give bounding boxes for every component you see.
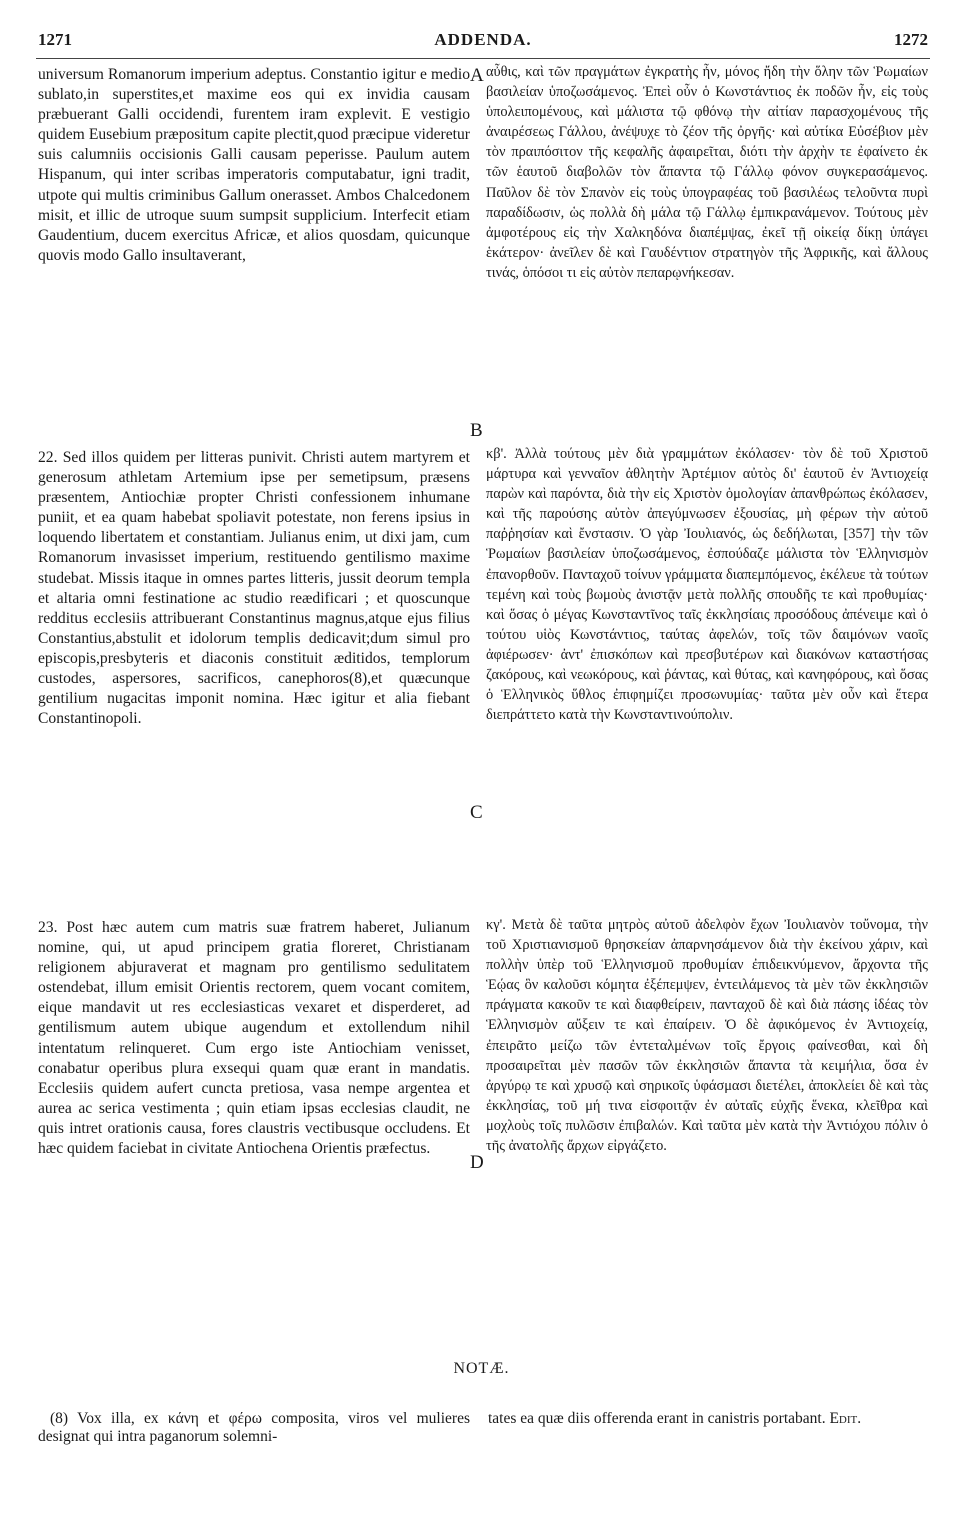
running-title: ADDENDA. — [434, 30, 532, 49]
greek-paragraph: αὖθις, καὶ τῶν πραγμάτων ἐγκρατὴς ἦν, μόνος ἤδη τὴν ὅλην τῶν Ῥωμαίων βασιλείαν ὑποζωσάμενος. Ἐπεὶ οὖν ὁ Κωνστάντιος ἐκ ποδῶν ἦν, εἰς τοὺς ὑπολειπομένους, καὶ μάλιστα τῷ φθόνῳ τὴν αἰτίαν παρασχομένους τῆς ἀναιρέσεως Γάλλου, ἀνέψυχε τὸ ζέον τῆς ὀργῆς· καὶ αὐτίκα Εὐσέβιον μὲν τὸν πραιπόσιτον τῆς κεφαλῆς ἀφαιρεῖται, διότι τὴν ἀρχὴν τε ἐφαίνετο ἐκ τῶν ἑαυτοῦ διαβολῶν τὸν ἅπαντα τῷ Γάλλῳ φόνον συγκερασάμενος. Παῦλον δὲ τὸν Σπανὸν εἰς τοὺς ὑπογραφέας τοῦ βασιλέως τελοῦντα πυρὶ παραδίδωσιν, ὡς πολλὰ δὴ μάλα τῷ Γάλλῳ ἐμπικρανάμενον. Τούτους μὲν ἀμφοτέρους εἰς τὴν Χαλκηδόνα διαπέμψας, ἐκεῖ τῇ οἰκείᾳ δίκῃ ὑπάγει ἑκάτερον· ἀνεῖλεν δὲ καὶ Γαυδέντιον στρατηγὸν τῆς Ἀφρικῆς, καὶ ἄλλους τινάς, ὁπόσοι τι εἰς αὐτὸν πεπαρῳνήκεσαν. — [486, 64, 928, 281]
header-rule — [36, 58, 930, 59]
footnote-left: (8) Vox illa, ex κάνη et φέρω composita, viros vel mulieres designat qui intra paganorum solemni- — [38, 1410, 470, 1445]
page-number-left: 1271 — [38, 30, 72, 49]
latin-paragraph: 22. Sed illos quidem per litteras punivit. Christi autem martyrem et generosum athletam Artemium ipse per semetipsum, præsens præsentem, Antiochiæ propter Christi confessionem inhumane puniit, et ea quam habebat spoliavit potestate, non ferens ipsius in loquendo libertatem et constantiam. Julianus enim, ut dixi jam, cum Romanorum invasisset imperium, restituendo gentilismo maxime studebat. Missis itaque in omnes partes litteris, jussit deorum templa et altaria omni festinatione ac studio reædificari ; et quoscunque redditus ecclesiis attribuerant Constantinus magnus,atque ejus filius Constantius,abstulit et idolorum templis dedicavit;dum simul pro episcopis,presbyteris et diaconis constituit æditidos, templorum custodes, aspersores, sacrificos, canephoros(8),et quæcunque gentilium nugacitas imponit nomina. Hæc igitur et alia fiebant Constantinopoli. — [38, 449, 470, 728]
section-marker-a: A — [470, 65, 484, 86]
latin-paragraph: universum Romanorum imperium adeptus. Constantio igitur e medio sublato,in superstites,et maxime eos qui ex invidia causam præbuerant Galli occidendi, furentem iram explevit. E vestigio quidem Eusebium præpositum capite plectit,quod præcipue videretur suis calumniis occisionis Galli causam peperisse. Paulum autem Hispanum, qui inter scribas imperatoris computabatur, igni tradit, utpote qui multis criminibus Gallum onerasset. Ambos Chalcedonem misit, et illic de utroque suum sumpsit supplicium. Interfecit etiam Gaudentium, ducem exercitus Africæ, et alios quosdam, quicunque quovis modo Gallo insultaverant, — [38, 66, 470, 264]
section-marker-b: B — [470, 420, 483, 441]
greek-column-block-1 — [486, 62, 928, 283]
section-marker-d: D — [470, 1152, 484, 1173]
section-marker-c: C — [470, 802, 483, 823]
footnote-right — [488, 1410, 928, 1428]
footnote-right-text: tates ea quæ diis offerenda erant in canistris portabant. — [488, 1410, 826, 1427]
running-header — [38, 30, 928, 56]
greek-paragraph: κβ'. Ἀλλὰ τούτους μὲν διὰ γραμμάτων ἐκόλασεν· τὸν δὲ τοῦ Χριστοῦ μάρτυρα καὶ γενναῖον ἀθλητὴν Ἀρτέμιον αὐτὸς δι' ἑαυτοῦ ἐν Ἀντιοχείᾳ παρὼν καὶ παρόντα, διὰ τὴν εἰς Χριστὸν ὁμολογίαν ἀπανθρώπως ἐκόλασεν, καὶ τῆς παρούσης αὐτὸν ἀπεγύμνωσεν ἐξουσίας, μὴ φέρων τὴν αὐτοῦ παῤῥησίαν καὶ ἔνστασιν. Ὁ γὰρ Ἰουλιανός, ὡς δεδήλωται, [357] τὴν τῶν Ῥωμαίων βασιλείαν ὑποζωσάμενος, ἐσπούδαζε μάλιστα τὸν Ἑλληνισμὸν ἐπανορθοῦν. Πανταχοῦ τοίνυν γράμματα διαπεμπόμενος, ἐκέλευε τὰ τούτων τεμένη καὶ τοὺς βωμοὺς ἀνιστᾷν μετὰ πολλῆς σπουδῆς τε καὶ προθυμίας· καὶ ὅσας ὁ μέγας Κωνσταντῖνος ταῖς ἐκκλησίαις προσόδους ἀπένειμε καὶ ὁ τούτου υἱὸς Κωνστάντιος, ταύτας ἀφελών, τοῖς τῶν δαιμόνων ναοῖς ἀφιέρωσεν· ἀντ' ἐπισκόπων καὶ πρεσβυτέρων καὶ διακόνων καταστήσας ζακόρους, καὶ νεωκόρους, καὶ ῥάντας, καὶ θύτας, καὶ κανηφόρους, καὶ ὅσας ὁ Ἑλληνικὸς ὕθλος ἐπιφημίζει προσωνυμίας· ταῦτα μὲν οὖν καὶ ἕτερα διεπράττετο κατὰ τὴν Κωνσταντινούπολιν. — [486, 446, 928, 724]
greek-paragraph: κγ'. Μετὰ δὲ ταῦτα μητρὸς αὐτοῦ ἀδελφὸν ἔχων Ἰουλιανὸν τοὔνομα, τὴν τοῦ Χριστιανισμοῦ θρησκείαν ἀπαρνησάμενον διὰ τὴν ἐκείνου χάριν, καὶ πολλὴν ὑπὲρ τοῦ Ἑλληνισμοῦ προθυμίαν ἐπιδεικνύμενον, ἄρχοντα τῆς Ἑῴας ὃν καλοῦσι κόμητα ἐξέπεμψεν, ἐντειλάμενος τὰ μὲν τῶν ἐκκλησιῶν πράγματα κακοῦν τε καὶ διαφθείρειν, πανταχοῦ δὲ καὶ διὰ πάσης ἰδέας τὸν Ἑλληνισμὸν αὔξειν τε καὶ ἐπαίρειν. Ὁ δὲ ἀφικόμενος ἐν Ἀντιοχείᾳ, ἐπειρᾶτο μείζω τῶν ἐντεταλμένων τοῖς ἔργοις φαίνεσθαι, καὶ δὴ προσαιρεῖται μὲν πασῶν τῶν ἐκκλησιῶν ἅπαντα τὰ κειμήλια, ὅσα ἐν ἀργύρῳ τε καὶ χρυσῷ καὶ σηρικοῖς ὑφάσμασι διετέλει, ἀποκλείει δὲ καὶ τὰς ἐκκλησίας, τοῦ μή τινα εἰσφοιτᾷν ἐν αὐταῖς εὐχῆς ἕνεκα, κλεῖθρα καὶ μοχλοὺς τοῖς πυλῶσιν ἐπιβαλών. Καὶ ταῦτα μὲν κατὰ τὴν Ἀντιόχου πόλιν ὁ τῆς ἀνατολῆς ἄρχων εἰργάζετο. — [486, 917, 928, 1155]
notes-heading: NOTÆ. — [453, 1360, 510, 1377]
editor-signature: Edit. — [829, 1410, 862, 1427]
greek-column-block-2 — [486, 444, 928, 725]
latin-column-block-1 — [38, 65, 470, 266]
greek-column-block-3 — [486, 915, 928, 1156]
latin-column-block-2 — [38, 448, 470, 729]
page-number-right: 1272 — [894, 30, 928, 49]
latin-column-block-3 — [38, 918, 470, 1159]
latin-paragraph: 23. Post hæc autem cum matris suæ fratrem haberet, Julianum nomine, qui, ut apud principem gratia floreret, Christianam religionem abjuraverat et magnam pro gentilismo sedulitatem ostendebat, illum emisit Orientis rectorem, quem vocant comitem, eique mandavit ut res ecclesiasticas vexaret et disperderet, ad gentilismum autem ubique augendum et extollendum nihil intentatum relinqueret. Cum ergo iste Antiochiam venisset, conabatur operibus plura exsequi quam quæ erant in mandatis. Ecclesiis quidem aufert cuncta pretiosa, vasa nempe argentea et aurea ac serica vestimenta ; quin etiam ipsas ecclesias claudit, ne quis intret orationis causa, fores claustris vectibusque occludens. Et hæc quidem faciebat in civitate Antiochena Orientis præfectus. — [38, 919, 470, 1158]
